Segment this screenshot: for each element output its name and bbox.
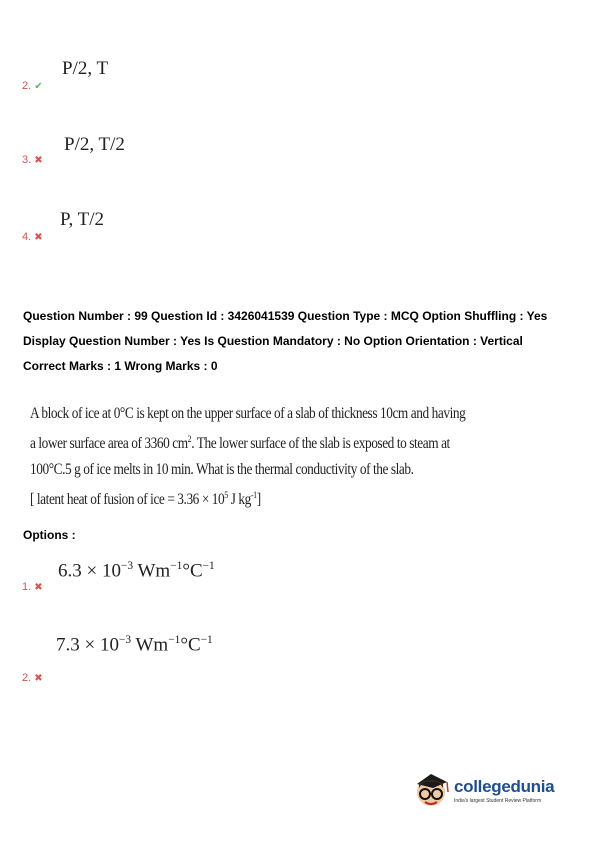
option-number-label: 2. bbox=[22, 80, 32, 92]
meta-line: Display Question Number : Yes Is Question Mandatory : No Option Orientation : Vertical bbox=[23, 334, 523, 348]
mascot-icon bbox=[413, 770, 451, 810]
collegedunia-logo bbox=[413, 770, 554, 810]
question-line bbox=[30, 483, 465, 513]
superscript: -1 bbox=[250, 491, 257, 502]
formula-part: °C bbox=[182, 560, 203, 582]
logo-name: collegedunia bbox=[454, 776, 555, 796]
superscript: −1 bbox=[202, 560, 215, 572]
cross-icon: ✖ bbox=[34, 232, 43, 243]
check-icon: ✔ bbox=[34, 81, 43, 92]
option-text: P/2, T/2 bbox=[64, 134, 125, 155]
question-meta bbox=[23, 304, 547, 379]
formula-part: 7.3 × 10 bbox=[56, 634, 119, 656]
superscript: −3 bbox=[118, 634, 132, 646]
option-number-label: 3. bbox=[22, 154, 32, 166]
option-formula bbox=[58, 560, 215, 582]
logo-tagline: India's largest Student Review Platform bbox=[454, 797, 542, 804]
question-line bbox=[30, 427, 465, 457]
option-number-label: 2. bbox=[22, 672, 32, 684]
option-number bbox=[22, 80, 43, 92]
question-text bbox=[30, 401, 465, 513]
superscript: 2 bbox=[187, 435, 192, 445]
option-text: P, T/2 bbox=[60, 209, 105, 230]
question-line: 100°C.5 g of ice melts in 10 min. What is the thermal conductivity of the slab. bbox=[30, 461, 414, 479]
question-fragment: J kg bbox=[227, 491, 251, 509]
question-fragment: a lower surface area of 3360 cm bbox=[30, 435, 188, 453]
superscript: −1 bbox=[200, 634, 213, 646]
superscript: 5 bbox=[224, 491, 228, 502]
superscript: −1 bbox=[170, 560, 183, 572]
option-number bbox=[22, 154, 43, 166]
option-number bbox=[22, 231, 43, 243]
question-line: A block of ice at 0°C is kept on the upper surface of a slab of thickness 10cm and having bbox=[30, 405, 466, 422]
cross-icon: ✖ bbox=[34, 155, 43, 166]
option-number bbox=[22, 581, 43, 593]
formula-part: °C bbox=[180, 634, 201, 656]
option-text: P/2, T bbox=[62, 58, 109, 79]
option-number-label: 1. bbox=[22, 581, 32, 593]
superscript: −3 bbox=[120, 560, 134, 572]
superscript: −1 bbox=[168, 634, 181, 646]
meta-line: Question Number : 99 Question Id : 3426041539 Question Type : MCQ Option Shuffling : Yes bbox=[23, 309, 548, 323]
cross-icon: ✖ bbox=[34, 673, 43, 684]
cross-icon: ✖ bbox=[34, 582, 43, 593]
question-fragment: ] bbox=[256, 491, 261, 509]
formula-part: Wm bbox=[133, 560, 171, 582]
logo-text-block bbox=[454, 777, 554, 804]
option-number bbox=[22, 672, 43, 684]
option-number-label: 4. bbox=[22, 231, 32, 243]
options-label: Options : bbox=[23, 528, 76, 542]
meta-line: Correct Marks : 1 Wrong Marks : 0 bbox=[23, 359, 218, 373]
question-fragment: . The lower surface of the slab is exposed to steam at bbox=[191, 435, 450, 453]
question-fragment: [ latent heat of fusion of ice = 3.36 × 10 bbox=[30, 491, 225, 509]
formula-part: Wm bbox=[131, 634, 169, 656]
formula-part: 6.3 × 10 bbox=[58, 560, 121, 582]
option-formula bbox=[56, 634, 213, 656]
